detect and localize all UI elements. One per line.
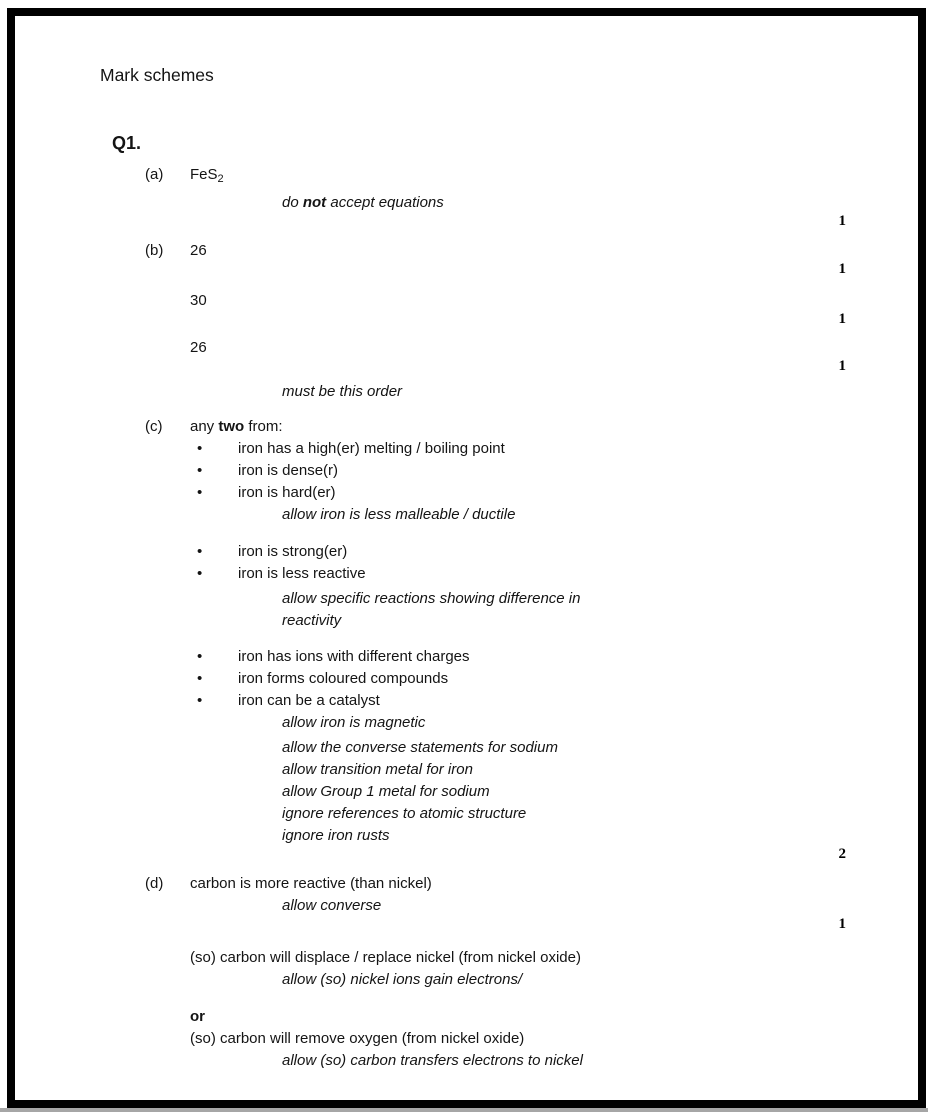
page-content — [14, 16, 912, 1072]
bullet-icon: • — [197, 692, 203, 709]
bullet-row — [14, 646, 912, 668]
answer-text: 30 — [190, 292, 207, 309]
answer-row — [14, 873, 912, 895]
examiner-note-text: allow iron is less malleable / ductile — [282, 506, 516, 523]
part-label: (c) — [145, 418, 163, 435]
answer-text: 26 — [190, 242, 207, 259]
answer-text: any two from: — [190, 418, 283, 435]
mark-row — [14, 214, 912, 228]
mark-row — [14, 262, 912, 276]
examiner-note-text: must be this order — [282, 383, 403, 400]
part-label: (a) — [145, 166, 164, 183]
examiner-note-text: reactivity — [282, 612, 342, 629]
mark-row — [14, 312, 912, 326]
examiner-note-text: allow iron is magnetic — [282, 714, 426, 731]
examiner-note-text: allow (so) nickel ions gain electrons/ — [282, 971, 523, 988]
note-row — [14, 803, 912, 825]
mark-value: 1 — [838, 916, 846, 932]
answer-row — [14, 240, 912, 262]
note-row — [14, 781, 912, 803]
mark-row — [14, 847, 912, 861]
examiner-note-text: allow (so) carbon transfers electrons to nickel — [282, 1052, 583, 1069]
bullet-row — [14, 460, 912, 482]
bullet-icon: • — [197, 440, 203, 457]
bullet-row — [14, 482, 912, 504]
bullet-icon: • — [197, 543, 203, 560]
answer-row — [14, 1028, 912, 1050]
note-row — [14, 825, 912, 847]
examiner-note-text: allow converse — [282, 897, 382, 914]
answer-text: (so) carbon will displace / replace nickel (from nickel oxide) — [190, 949, 581, 966]
examiner-note-text: ignore references to atomic structure — [282, 805, 527, 822]
answer-text: iron is strong(er) — [238, 543, 348, 560]
mark-row — [14, 917, 912, 931]
examiner-note-text: ignore iron rusts — [282, 827, 390, 844]
bullet-icon: • — [197, 565, 203, 582]
answer-row — [14, 1006, 912, 1028]
examiner-note-text: do not accept equations — [282, 194, 444, 211]
answer-text: iron is less reactive — [238, 565, 366, 582]
answer-text: FeS$_2$ — [190, 166, 224, 185]
note-row — [14, 610, 912, 632]
answer-text: iron has a high(er) melting / boiling point — [238, 440, 505, 457]
answer-text: iron can be a catalyst — [238, 692, 380, 709]
note-row — [14, 1050, 912, 1072]
part-label: (b) — [145, 242, 164, 259]
answer-row — [14, 416, 912, 438]
bullet-row — [14, 668, 912, 690]
note-row — [14, 759, 912, 781]
bullet-row — [14, 690, 912, 712]
answer-text: (so) carbon will remove oxygen (from nickel oxide) — [190, 1030, 525, 1047]
answer-row — [14, 290, 912, 312]
page-title: Mark schemes — [100, 65, 214, 85]
examiner-note-text: allow transition metal for iron — [282, 761, 473, 778]
bullet-icon: • — [197, 670, 203, 687]
answer-text: or — [190, 1008, 205, 1025]
bullet-row — [14, 438, 912, 460]
examiner-note-text: allow specific reactions showing difference in — [282, 590, 581, 607]
note-row — [14, 588, 912, 610]
mark-row — [14, 359, 912, 373]
answer-text: iron is dense(r) — [238, 462, 339, 479]
bullet-row — [14, 563, 912, 585]
note-row — [14, 712, 912, 734]
part-label: (d) — [145, 875, 164, 892]
examiner-note-text: allow the converse statements for sodium — [282, 739, 558, 756]
bullet-icon: • — [197, 648, 203, 665]
page-bottom-edge — [0, 1108, 928, 1112]
note-row — [14, 969, 912, 991]
note-row — [14, 192, 912, 214]
answer-text: iron forms coloured compounds — [238, 670, 449, 687]
answer-row — [14, 164, 912, 190]
note-row — [14, 895, 912, 917]
answer-text: carbon is more reactive (than nickel) — [190, 875, 432, 892]
mark-value: 2 — [838, 846, 846, 862]
bullet-row — [14, 541, 912, 563]
note-row — [14, 381, 912, 403]
mark-value: 1 — [838, 358, 846, 374]
mark-value: 1 — [838, 213, 846, 229]
document-rows — [14, 164, 912, 1072]
note-row — [14, 737, 912, 759]
answer-text: 26 — [190, 339, 207, 356]
answer-row — [14, 337, 912, 359]
examiner-note-text: allow Group 1 metal for sodium — [282, 783, 490, 800]
answer-text: iron has ions with different charges — [238, 648, 470, 665]
bullet-icon: • — [197, 484, 203, 501]
bullet-icon: • — [197, 462, 203, 479]
note-row — [14, 504, 912, 526]
mark-value: 1 — [838, 311, 846, 327]
question-number: Q1. — [112, 133, 142, 153]
mark-value: 1 — [838, 261, 846, 277]
answer-row — [14, 947, 912, 969]
answer-text: iron is hard(er) — [238, 484, 336, 501]
